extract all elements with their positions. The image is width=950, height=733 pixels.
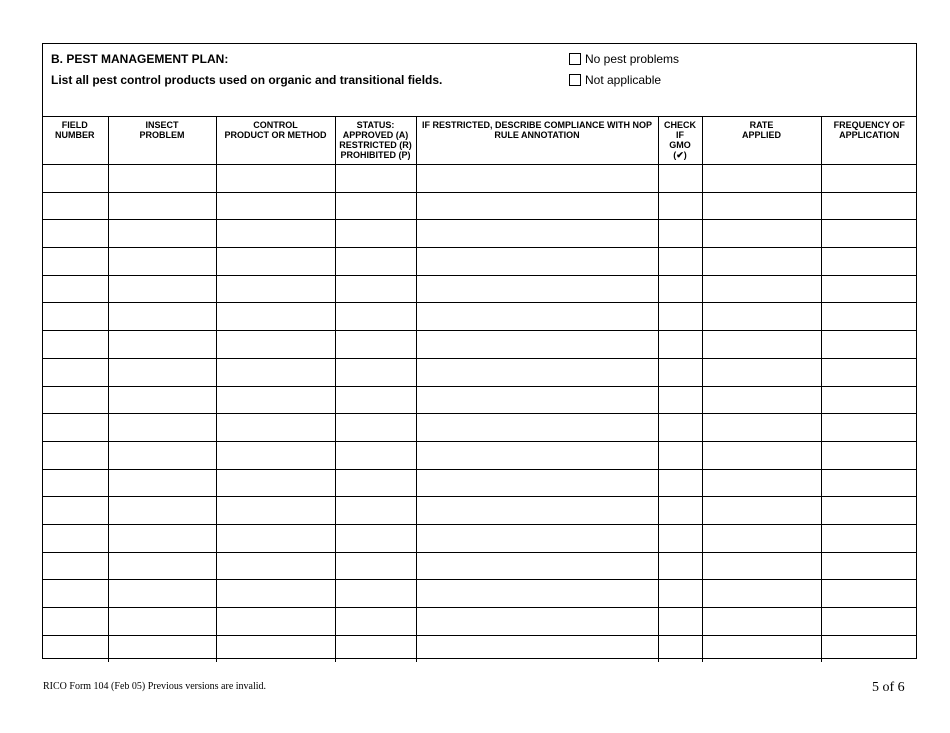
- table-row: [42, 358, 917, 386]
- cell-control-product[interactable]: [216, 469, 335, 497]
- column-header-line: GMO: [669, 140, 691, 150]
- cell-check-gmo[interactable]: [658, 192, 702, 220]
- cell-frequency-of-application[interactable]: [821, 331, 917, 359]
- cell-control-product[interactable]: [216, 580, 335, 608]
- cell-status[interactable]: [335, 469, 416, 497]
- cell-frequency-of-application[interactable]: [821, 220, 917, 248]
- cell-compliance-annotation[interactable]: [416, 552, 658, 580]
- column-header-line: IF: [676, 130, 684, 140]
- cell-control-product[interactable]: [216, 165, 335, 193]
- cell-control-product[interactable]: [216, 414, 335, 442]
- cell-check-gmo[interactable]: [658, 248, 702, 276]
- table-row: [42, 497, 917, 525]
- not-applicable-checkbox[interactable]: [569, 74, 581, 86]
- cell-rate-applied[interactable]: [702, 524, 821, 552]
- cell-compliance-annotation[interactable]: [416, 331, 658, 359]
- cell-check-gmo[interactable]: [658, 275, 702, 303]
- cell-frequency-of-application[interactable]: [821, 524, 917, 552]
- cell-compliance-annotation[interactable]: [416, 635, 658, 662]
- cell-field-number[interactable]: [42, 331, 108, 359]
- column-header-line: NUMBER: [55, 130, 95, 140]
- cell-field-number[interactable]: [42, 524, 108, 552]
- column-header-line: FIELD: [61, 120, 88, 130]
- cell-check-gmo[interactable]: [658, 220, 702, 248]
- cell-status[interactable]: [335, 275, 416, 303]
- cell-check-gmo[interactable]: [658, 358, 702, 386]
- no-pest-problems-option[interactable]: [569, 52, 679, 66]
- cell-compliance-annotation[interactable]: [416, 303, 658, 331]
- cell-insect-problem[interactable]: [108, 220, 216, 248]
- cell-control-product[interactable]: [216, 275, 335, 303]
- cell-rate-applied[interactable]: [702, 386, 821, 414]
- section-title: B. PEST MANAGEMENT PLAN:: [51, 52, 229, 66]
- table-row: [42, 275, 917, 303]
- cell-rate-applied[interactable]: [702, 441, 821, 469]
- cell-rate-applied[interactable]: [702, 580, 821, 608]
- cell-compliance-annotation[interactable]: [416, 192, 658, 220]
- table-body: [42, 165, 917, 663]
- cell-control-product[interactable]: [216, 386, 335, 414]
- table-row: [42, 386, 917, 414]
- cell-rate-applied[interactable]: [702, 220, 821, 248]
- cell-field-number[interactable]: [42, 552, 108, 580]
- column-header-field-number: [42, 117, 108, 165]
- column-header-line: RATE: [749, 120, 774, 130]
- cell-status[interactable]: [335, 303, 416, 331]
- cell-field-number[interactable]: [42, 358, 108, 386]
- cell-insect-problem[interactable]: [108, 414, 216, 442]
- cell-frequency-of-application[interactable]: [821, 248, 917, 276]
- cell-insect-problem[interactable]: [108, 580, 216, 608]
- column-header-line: STATUS:: [356, 120, 395, 130]
- cell-insect-problem[interactable]: [108, 469, 216, 497]
- page-number: 5 of 6: [872, 680, 905, 695]
- cell-field-number[interactable]: [42, 303, 108, 331]
- table-row: [42, 524, 917, 552]
- column-header-line: RULE ANNOTATION: [494, 130, 580, 140]
- cell-check-gmo[interactable]: [658, 469, 702, 497]
- column-header-line: FREQUENCY OF: [833, 120, 905, 130]
- cell-status[interactable]: [335, 635, 416, 662]
- cell-compliance-annotation[interactable]: [416, 608, 658, 636]
- column-header-line: APPLIED: [741, 130, 781, 140]
- column-header-line: RESTRICTED (R): [339, 140, 412, 150]
- cell-control-product[interactable]: [216, 441, 335, 469]
- column-header-rate-applied: [702, 117, 821, 165]
- cell-control-product[interactable]: [216, 220, 335, 248]
- table-row: [42, 469, 917, 497]
- cell-status[interactable]: [335, 386, 416, 414]
- cell-rate-applied[interactable]: [702, 552, 821, 580]
- table-row: [42, 414, 917, 442]
- column-header-frequency-of-application: [821, 117, 917, 165]
- cell-rate-applied[interactable]: [702, 165, 821, 193]
- cell-frequency-of-application[interactable]: [821, 192, 917, 220]
- cell-compliance-annotation[interactable]: [416, 441, 658, 469]
- cell-field-number[interactable]: [42, 386, 108, 414]
- table-row: [42, 220, 917, 248]
- cell-compliance-annotation[interactable]: [416, 165, 658, 193]
- cell-control-product[interactable]: [216, 192, 335, 220]
- cell-compliance-annotation[interactable]: [416, 386, 658, 414]
- cell-compliance-annotation[interactable]: [416, 358, 658, 386]
- cell-frequency-of-application[interactable]: [821, 469, 917, 497]
- cell-control-product[interactable]: [216, 635, 335, 662]
- cell-control-product[interactable]: [216, 358, 335, 386]
- cell-check-gmo[interactable]: [658, 635, 702, 662]
- cell-rate-applied[interactable]: [702, 635, 821, 662]
- cell-rate-applied[interactable]: [702, 608, 821, 636]
- cell-status[interactable]: [335, 165, 416, 193]
- cell-check-gmo[interactable]: [658, 303, 702, 331]
- column-header-line: PROHIBITED (P): [340, 150, 411, 160]
- form-identifier: RICO Form 104 (Feb 05) Previous versions are invalid.: [43, 681, 267, 692]
- table-row: [42, 248, 917, 276]
- cell-rate-applied[interactable]: [702, 331, 821, 359]
- cell-compliance-annotation[interactable]: [416, 248, 658, 276]
- cell-field-number[interactable]: [42, 220, 108, 248]
- no-pest-problems-label: No pest problems: [585, 52, 680, 66]
- not-applicable-option[interactable]: [569, 73, 661, 87]
- cell-frequency-of-application[interactable]: [821, 635, 917, 662]
- table-row: [42, 165, 917, 193]
- cell-status[interactable]: [335, 358, 416, 386]
- column-header-line: APPLICATION: [839, 130, 900, 140]
- cell-control-product[interactable]: [216, 331, 335, 359]
- cell-status[interactable]: [335, 220, 416, 248]
- cell-insect-problem[interactable]: [108, 303, 216, 331]
- cell-field-number[interactable]: [42, 248, 108, 276]
- cell-frequency-of-application[interactable]: [821, 608, 917, 636]
- column-header-line: IF RESTRICTED, DESCRIBE COMPLIANCE WITH NOP: [421, 120, 652, 130]
- table-header-row: [42, 117, 917, 165]
- cell-compliance-annotation[interactable]: [416, 220, 658, 248]
- cell-insect-problem[interactable]: [108, 248, 216, 276]
- cell-compliance-annotation[interactable]: [416, 497, 658, 525]
- no-pest-problems-checkbox[interactable]: [569, 53, 581, 65]
- cell-compliance-annotation[interactable]: [416, 275, 658, 303]
- cell-status[interactable]: [335, 608, 416, 636]
- table-row: [42, 608, 917, 636]
- cell-frequency-of-application[interactable]: [821, 414, 917, 442]
- not-applicable-label: Not applicable: [585, 73, 662, 87]
- cell-field-number[interactable]: [42, 441, 108, 469]
- cell-check-gmo[interactable]: [658, 524, 702, 552]
- cell-field-number[interactable]: [42, 275, 108, 303]
- cell-check-gmo[interactable]: [658, 552, 702, 580]
- cell-rate-applied[interactable]: [702, 469, 821, 497]
- cell-check-gmo[interactable]: [658, 165, 702, 193]
- cell-rate-applied[interactable]: [702, 192, 821, 220]
- cell-check-gmo[interactable]: [658, 441, 702, 469]
- cell-check-gmo[interactable]: [658, 497, 702, 525]
- cell-frequency-of-application[interactable]: [821, 497, 917, 525]
- column-header-line: (✔): [673, 150, 687, 160]
- cell-insect-problem[interactable]: [108, 635, 216, 662]
- section-instruction: List all pest control products used on organic and transitional fields.: [51, 73, 443, 87]
- column-header-check-gmo: [658, 117, 702, 165]
- cell-check-gmo[interactable]: [658, 331, 702, 359]
- cell-frequency-of-application[interactable]: [821, 580, 917, 608]
- cell-status[interactable]: [335, 331, 416, 359]
- cell-frequency-of-application[interactable]: [821, 165, 917, 193]
- cell-status[interactable]: [335, 552, 416, 580]
- column-header-status: [335, 117, 416, 165]
- cell-compliance-annotation[interactable]: [416, 469, 658, 497]
- cell-insect-problem[interactable]: [108, 275, 216, 303]
- column-header-line: PRODUCT OR METHOD: [224, 130, 327, 140]
- cell-rate-applied[interactable]: [702, 414, 821, 442]
- cell-insect-problem[interactable]: [108, 524, 216, 552]
- table-row: [42, 303, 917, 331]
- cell-control-product[interactable]: [216, 303, 335, 331]
- cell-rate-applied[interactable]: [702, 248, 821, 276]
- cell-field-number[interactable]: [42, 608, 108, 636]
- table-row: [42, 580, 917, 608]
- pest-control-table: [42, 116, 917, 662]
- cell-rate-applied[interactable]: [702, 358, 821, 386]
- cell-insect-problem[interactable]: [108, 497, 216, 525]
- cell-control-product[interactable]: [216, 524, 335, 552]
- table-row: [42, 192, 917, 220]
- cell-status[interactable]: [335, 524, 416, 552]
- column-header-line: APPROVED (A): [342, 130, 409, 140]
- cell-frequency-of-application[interactable]: [821, 358, 917, 386]
- cell-frequency-of-application[interactable]: [821, 386, 917, 414]
- cell-field-number[interactable]: [42, 192, 108, 220]
- cell-frequency-of-application[interactable]: [821, 552, 917, 580]
- cell-compliance-annotation[interactable]: [416, 414, 658, 442]
- cell-rate-applied[interactable]: [702, 497, 821, 525]
- cell-status[interactable]: [335, 497, 416, 525]
- cell-status[interactable]: [335, 580, 416, 608]
- table-row: [42, 441, 917, 469]
- table-row: [42, 552, 917, 580]
- cell-field-number[interactable]: [42, 414, 108, 442]
- table-row: [42, 635, 917, 662]
- pest-management-form: [42, 43, 917, 659]
- column-header-compliance-annotation: [416, 117, 658, 165]
- cell-field-number[interactable]: [42, 469, 108, 497]
- cell-insect-problem[interactable]: [108, 441, 216, 469]
- cell-insect-problem[interactable]: [108, 608, 216, 636]
- cell-frequency-of-application[interactable]: [821, 441, 917, 469]
- cell-insect-problem[interactable]: [108, 165, 216, 193]
- cell-field-number[interactable]: [42, 165, 108, 193]
- cell-insect-problem[interactable]: [108, 358, 216, 386]
- cell-control-product[interactable]: [216, 608, 335, 636]
- cell-frequency-of-application[interactable]: [821, 303, 917, 331]
- cell-check-gmo[interactable]: [658, 608, 702, 636]
- cell-insect-problem[interactable]: [108, 331, 216, 359]
- cell-insect-problem[interactable]: [108, 552, 216, 580]
- cell-field-number[interactable]: [42, 497, 108, 525]
- cell-status[interactable]: [335, 248, 416, 276]
- column-header-line: CHECK: [663, 120, 696, 130]
- column-header-control-product: [216, 117, 335, 165]
- cell-field-number[interactable]: [42, 635, 108, 662]
- cell-control-product[interactable]: [216, 497, 335, 525]
- cell-field-number[interactable]: [42, 580, 108, 608]
- column-header-insect-problem: [108, 117, 216, 165]
- cell-compliance-annotation[interactable]: [416, 580, 658, 608]
- cell-status[interactable]: [335, 192, 416, 220]
- cell-compliance-annotation[interactable]: [416, 524, 658, 552]
- cell-check-gmo[interactable]: [658, 386, 702, 414]
- column-header-line: CONTROL: [253, 120, 298, 130]
- column-header-line: INSECT: [145, 120, 179, 130]
- cell-control-product[interactable]: [216, 552, 335, 580]
- cell-insect-problem[interactable]: [108, 192, 216, 220]
- cell-rate-applied[interactable]: [702, 303, 821, 331]
- cell-check-gmo[interactable]: [658, 580, 702, 608]
- cell-status[interactable]: [335, 441, 416, 469]
- cell-control-product[interactable]: [216, 248, 335, 276]
- column-header-line: PROBLEM: [139, 130, 185, 140]
- cell-check-gmo[interactable]: [658, 414, 702, 442]
- cell-frequency-of-application[interactable]: [821, 275, 917, 303]
- cell-rate-applied[interactable]: [702, 275, 821, 303]
- cell-insect-problem[interactable]: [108, 386, 216, 414]
- cell-status[interactable]: [335, 414, 416, 442]
- table-row: [42, 331, 917, 359]
